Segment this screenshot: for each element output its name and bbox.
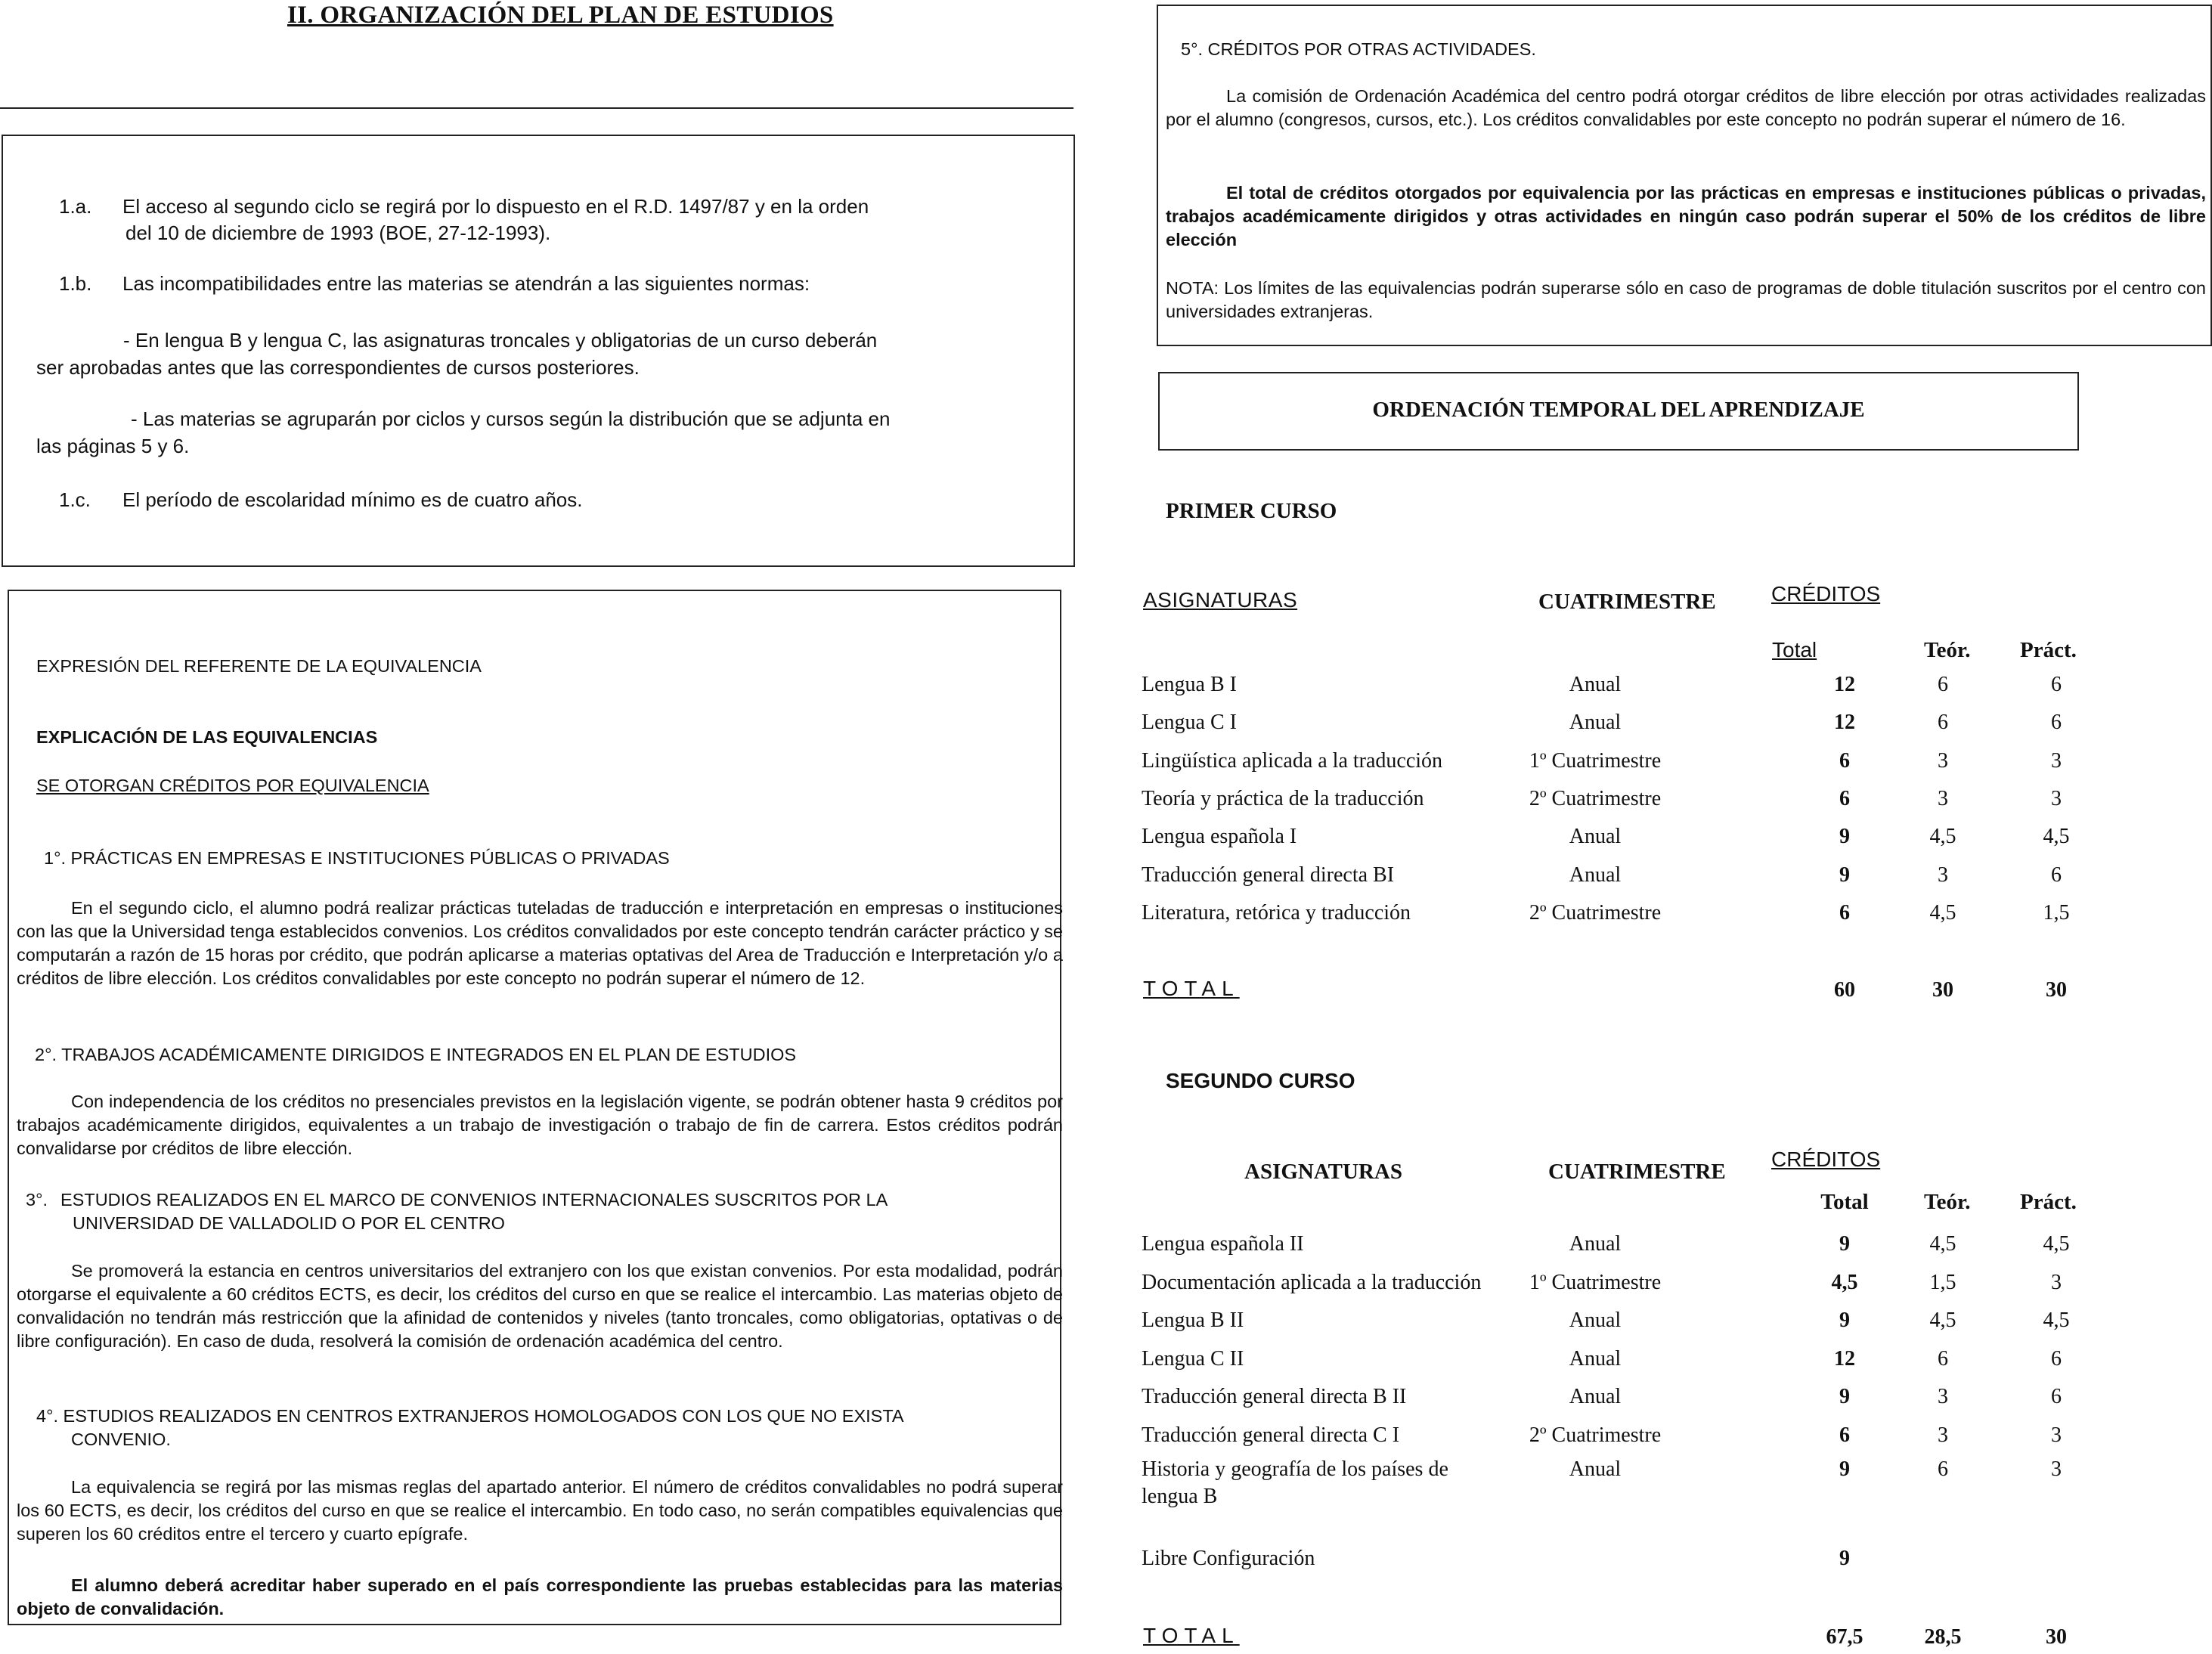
historia-cuatrimestre: Anual	[1569, 1457, 1622, 1481]
row-cuatrimestre: 1º Cuatrimestre	[1529, 748, 1662, 773]
row-subject: Lengua C I	[1142, 711, 1237, 735]
section-4-text: La equivalencia se regirá por las mismas reglas del apartado anterior. El número de créditos convalidables no podrá superar los 60 ECTS, es decir, los créditos del curso en que se realice el intercambio. En todo caso, no serán compatibles equivalencias que superen los 60 créditos entre el tercero y cuarto epígrafe.	[17, 1477, 1063, 1544]
referente-heading: EXPRESIÓN DEL REFERENTE DE LA EQUIVALENCIA	[36, 656, 482, 676]
rule-lengua-cont: ser aprobadas antes que las correspondientes de cursos posteriores.	[36, 356, 640, 379]
row-total: 6	[1839, 1423, 1850, 1447]
row-pract: 4,5	[2043, 1309, 2070, 1332]
segundo-total-label: TOTAL	[1143, 1624, 1240, 1647]
equivalencias-box	[8, 590, 1061, 1625]
explicacion-heading: EXPLICACIÓN DE LAS EQUIVALENCIAS	[36, 727, 378, 747]
title-rule	[0, 107, 1073, 109]
row-pract: 6	[2051, 711, 2062, 735]
row-total: 12	[1834, 673, 1855, 696]
row-teor: 3	[1938, 748, 1948, 773]
row-teor: 3	[1938, 1423, 1948, 1447]
row-teor: 4,5	[1929, 900, 1956, 925]
row-cuatrimestre: 2º Cuatrimestre	[1529, 900, 1662, 925]
primer-col-cuatrimestre: CUATRIMESTRE	[1538, 590, 1716, 614]
row-subject: Lingüística aplicada a la traducción	[1142, 748, 1443, 773]
rule-materias-cont: las páginas 5 y 6.	[36, 435, 190, 457]
row-total: 6	[1839, 748, 1850, 773]
item-1a-cont: del 10 de diciembre de 1993 (BOE, 27-12-1993).	[125, 221, 551, 244]
row-pract: 6	[2051, 863, 2062, 887]
section-4-line1: 4°. ESTUDIOS REALIZADOS EN CENTROS EXTRANJEROS HOMOLOGADOS CON LOS QUE NO EXISTA	[36, 1406, 904, 1426]
historia-total: 9	[1839, 1457, 1850, 1481]
row-subject: Literatura, retórica y traducción	[1142, 900, 1411, 925]
row-cuatrimestre: Anual	[1569, 673, 1622, 696]
section-2-text: Con independencia de los créditos no presenciales previstos en la legislación vigente, se podrán obtener hasta 9 créditos por trabajos académicamente dirigidos, equivalentes a un trabajo de investigación o trabajo de fin de carrera. Estos créditos podrán convalidarse por créditos de libre elección.	[17, 1092, 1063, 1158]
row-subject: Lengua B II	[1142, 1309, 1244, 1332]
segundo-col-pract: Práct.	[2020, 1190, 2077, 1214]
row-cuatrimestre: Anual	[1569, 711, 1622, 735]
primer-curso-table	[1142, 582, 2124, 1021]
table-row	[1142, 862, 2124, 892]
row-subject: Traducción general directa BI	[1142, 863, 1395, 887]
row-total: 9	[1839, 1309, 1850, 1332]
primer-col-asignaturas: ASIGNATURAS	[1143, 588, 1298, 612]
row-total: 12	[1834, 1346, 1855, 1371]
row-cuatrimestre: Anual	[1569, 1309, 1622, 1332]
row-subject: Lengua española II	[1142, 1232, 1304, 1256]
row-teor: 4,5	[1929, 1309, 1956, 1332]
section-5-heading: 5°. CRÉDITOS POR OTRAS ACTIVIDADES.	[1181, 39, 1536, 59]
segundo-total-teor: 28,5	[1924, 1625, 1962, 1649]
row-teor: 1,5	[1929, 1270, 1956, 1294]
segundo-col-total: Total	[1820, 1190, 1869, 1214]
row-pract: 4,5	[2043, 825, 2070, 849]
row-total: 6	[1839, 900, 1850, 925]
row-cuatrimestre: Anual	[1569, 1232, 1622, 1256]
section-1-text: En el segundo ciclo, el alumno podrá realizar prácticas tuteladas de traducción e interpretación en empresas o instituciones con las que la Universidad tenga establecidos convenios. Los créditos convalidados por este concepto tendrán carácter práctico y se computarán a razón de 15 horas por crédito, que podrán aplicarse a materias optativas del Area de Traducción e Interpretación y/o a créditos de libre elección. Los créditos convalidables por este concepto no podrán superar el número de 12.	[17, 898, 1063, 988]
row-cuatrimestre: 2º Cuatrimestre	[1529, 786, 1662, 810]
segundo-total-total: 67,5	[1826, 1625, 1863, 1649]
table-row	[1142, 1269, 2124, 1299]
primer-total-row	[1142, 977, 2124, 1007]
row-pract: 3	[2051, 1270, 2062, 1294]
row-total: 9	[1839, 825, 1850, 849]
rule-lengua	[36, 327, 1019, 381]
access-rules-box	[2, 135, 1075, 567]
table-row	[1142, 671, 2124, 702]
primer-col-pract: Práct.	[2020, 638, 2077, 662]
segundo-historia-row	[1142, 1456, 2124, 1516]
row-subject: Documentación aplicada a la traducción	[1142, 1270, 1482, 1294]
row-subject: Teoría y práctica de la traducción	[1142, 786, 1424, 810]
primer-col-creditos: CRÉDITOS	[1771, 582, 1881, 606]
libre-total: 9	[1839, 1547, 1850, 1570]
table-row	[1142, 785, 2124, 816]
segundo-col-creditos: CRÉDITOS	[1771, 1148, 1881, 1171]
table-row	[1142, 823, 2124, 853]
segundo-total-row	[1142, 1624, 2124, 1654]
row-total: 9	[1839, 863, 1850, 887]
item-1c	[59, 487, 582, 513]
row-pract: 6	[2051, 673, 2062, 696]
row-teor: 6	[1938, 711, 1948, 735]
row-pract: 4,5	[2043, 1232, 2070, 1256]
primer-col-teor: Teór.	[1924, 638, 1971, 662]
section-3-heading	[26, 1188, 1008, 1235]
row-pract: 3	[2051, 748, 2062, 773]
table-row	[1142, 709, 2124, 739]
primer-total-teor: 30	[1932, 978, 1953, 1002]
row-pract: 3	[2051, 1423, 2062, 1447]
row-cuatrimestre: Anual	[1569, 1346, 1622, 1371]
row-teor: 4,5	[1929, 825, 1956, 849]
section-3-text: Se promoverá la estancia en centros universitarios del extranjero con los que existan convenios. Por esta modalidad, podrán otorgarse el equivalente a 60 créditos ECTS, es decir, los créditos del curso en que se realice el intercambio. Las materias objeto de convalidación no tendrán más restricción que la afinidad de contenidos y niveles (tanto troncales, como obligatorias, optativas o de libre configuración). En caso de duda, resolverá la comisión de ordenación académica del centro.	[17, 1261, 1063, 1351]
row-total: 9	[1839, 1232, 1850, 1256]
section-3-line1: ESTUDIOS REALIZADOS EN EL MARCO DE CONVENIOS INTERNACIONALES SUSCRITOS POR LA	[60, 1190, 888, 1210]
section-4-line2: CONVENIO.	[71, 1429, 171, 1449]
primer-total-total: 60	[1834, 978, 1855, 1002]
item-1b	[59, 271, 810, 296]
row-total: 6	[1839, 786, 1850, 810]
table-row	[1142, 1307, 2124, 1337]
row-teor: 3	[1938, 1385, 1948, 1408]
row-teor: 6	[1938, 673, 1948, 696]
otras-actividades-box	[1157, 5, 2212, 346]
row-total: 12	[1834, 711, 1855, 735]
segundo-curso-title: SEGUNDO CURSO	[1166, 1069, 1355, 1092]
item-1c-number: 1.c.	[59, 488, 91, 511]
row-subject: Lengua C II	[1142, 1346, 1244, 1371]
row-cuatrimestre: Anual	[1569, 825, 1622, 849]
item-1b-number: 1.b.	[59, 272, 92, 295]
row-cuatrimestre: 1º Cuatrimestre	[1529, 1270, 1662, 1294]
primer-col-total: Total	[1772, 638, 1817, 661]
historia-pract: 3	[2051, 1457, 2062, 1481]
segundo-total-pract: 30	[2046, 1625, 2067, 1649]
row-cuatrimestre: 2º Cuatrimestre	[1529, 1423, 1662, 1447]
libre-subject: Libre Configuración	[1142, 1547, 1315, 1570]
table-row	[1142, 1346, 2124, 1376]
item-1a-text: El acceso al segundo ciclo se regirá por lo dispuesto en el R.D. 1497/87 y en la orden	[122, 195, 869, 218]
row-subject: Traducción general directa B II	[1142, 1385, 1407, 1408]
item-1a	[59, 194, 1012, 246]
row-cuatrimestre: Anual	[1569, 863, 1622, 887]
section-1-heading: 1°. PRÁCTICAS EN EMPRESAS E INSTITUCIONES PÚBLICAS O PRIVADAS	[44, 848, 670, 868]
section-5-nota: NOTA: Los límites de las equivalencias podrán superarse sólo en caso de programas de doble titulación suscritos por el centro con universidades extranjeras.	[1166, 278, 2206, 321]
item-1a-number: 1.a.	[59, 195, 92, 218]
ordenacion-box	[1158, 372, 2079, 451]
row-subject: Lengua B I	[1142, 673, 1237, 696]
table-row	[1142, 748, 2124, 778]
rule-materias	[36, 405, 1019, 460]
row-total: 4,5	[1831, 1270, 1858, 1294]
row-pract: 6	[2051, 1385, 2062, 1408]
section-3-line2: UNIVERSIDAD DE VALLADOLID O POR EL CENTRO	[73, 1213, 505, 1233]
row-subject: Lengua española I	[1142, 825, 1297, 849]
page-title: II. ORGANIZACIÓN DEL PLAN DE ESTUDIOS	[287, 2, 834, 29]
section-5-text: La comisión de Ordenación Académica del centro podrá otorgar créditos de libre elección por otras actividades realizadas por el alumno (congresos, cursos, etc.). Los créditos convalidables por este concepto no podrán superar el número de 16.	[1166, 86, 2206, 129]
row-pract: 1,5	[2043, 900, 2070, 925]
otorgan-heading: SE OTORGAN CRÉDITOS POR EQUIVALENCIA	[36, 776, 429, 795]
segundo-libre-row	[1142, 1545, 2124, 1575]
table-row	[1142, 900, 2124, 930]
item-1c-text: El período de escolaridad mínimo es de cuatro años.	[122, 488, 583, 511]
segundo-col-teor: Teór.	[1924, 1190, 1971, 1214]
row-total: 9	[1839, 1385, 1850, 1408]
section-2-heading: 2°. TRABAJOS ACADÉMICAMENTE DIRIGIDOS E INTEGRADOS EN EL PLAN DE ESTUDIOS	[35, 1045, 797, 1064]
primer-total-label: TOTAL	[1143, 977, 1240, 1000]
row-subject: Traducción general directa C I	[1142, 1423, 1400, 1447]
rule-lengua-text: - En lengua B y lengua C, las asignaturas troncales y obligatorias de un curso deberán	[123, 329, 878, 352]
table-row	[1142, 1231, 2124, 1261]
row-teor: 6	[1938, 1346, 1948, 1371]
section-4-heading	[36, 1405, 1019, 1451]
rule-materias-text: - Las materias se agruparán por ciclos y cursos según la distribución que se adjunta en	[131, 407, 891, 430]
table-row	[1142, 1383, 2124, 1414]
primer-curso-title: PRIMER CURSO	[1166, 499, 1337, 523]
section-5-limit: El total de créditos otorgados por equivalencia por las prácticas en empresas e instituciones públicas o privadas, trabajos académicamente dirigidos y otras actividades en ningún caso podrán superar el 50% de los créditos de libre elección	[1166, 183, 2206, 249]
row-teor: 3	[1938, 863, 1948, 887]
primer-total-pract: 30	[2046, 978, 2067, 1002]
row-teor: 3	[1938, 786, 1948, 810]
item-1b-text: Las incompatibilidades entre las materias se atendrán a las siguientes normas:	[122, 272, 810, 295]
segundo-col-asignaturas: ASIGNATURAS	[1244, 1160, 1402, 1184]
historia-subject-line2: lengua B	[1142, 1485, 1218, 1508]
segundo-col-cuatrimestre: CUATRIMESTRE	[1548, 1160, 1726, 1184]
row-cuatrimestre: Anual	[1569, 1385, 1622, 1408]
section-3-number: 3°.	[26, 1190, 48, 1210]
historia-teor: 6	[1938, 1457, 1948, 1481]
historia-subject-line1: Historia y geografía de los países de	[1142, 1457, 1448, 1481]
row-pract: 3	[2051, 786, 2062, 810]
table-row	[1142, 1422, 2124, 1452]
row-teor: 4,5	[1929, 1232, 1956, 1256]
section-4-requirement: El alumno deberá acreditar haber superado en el país correspondiente las pruebas establecidas para las materias objeto de convalidación.	[17, 1575, 1063, 1618]
row-pract: 6	[2051, 1346, 2062, 1371]
segundo-curso-table	[1142, 1148, 2124, 1649]
ordenacion-title: ORDENACIÓN TEMPORAL DEL APRENDIZAJE	[1372, 398, 1865, 422]
